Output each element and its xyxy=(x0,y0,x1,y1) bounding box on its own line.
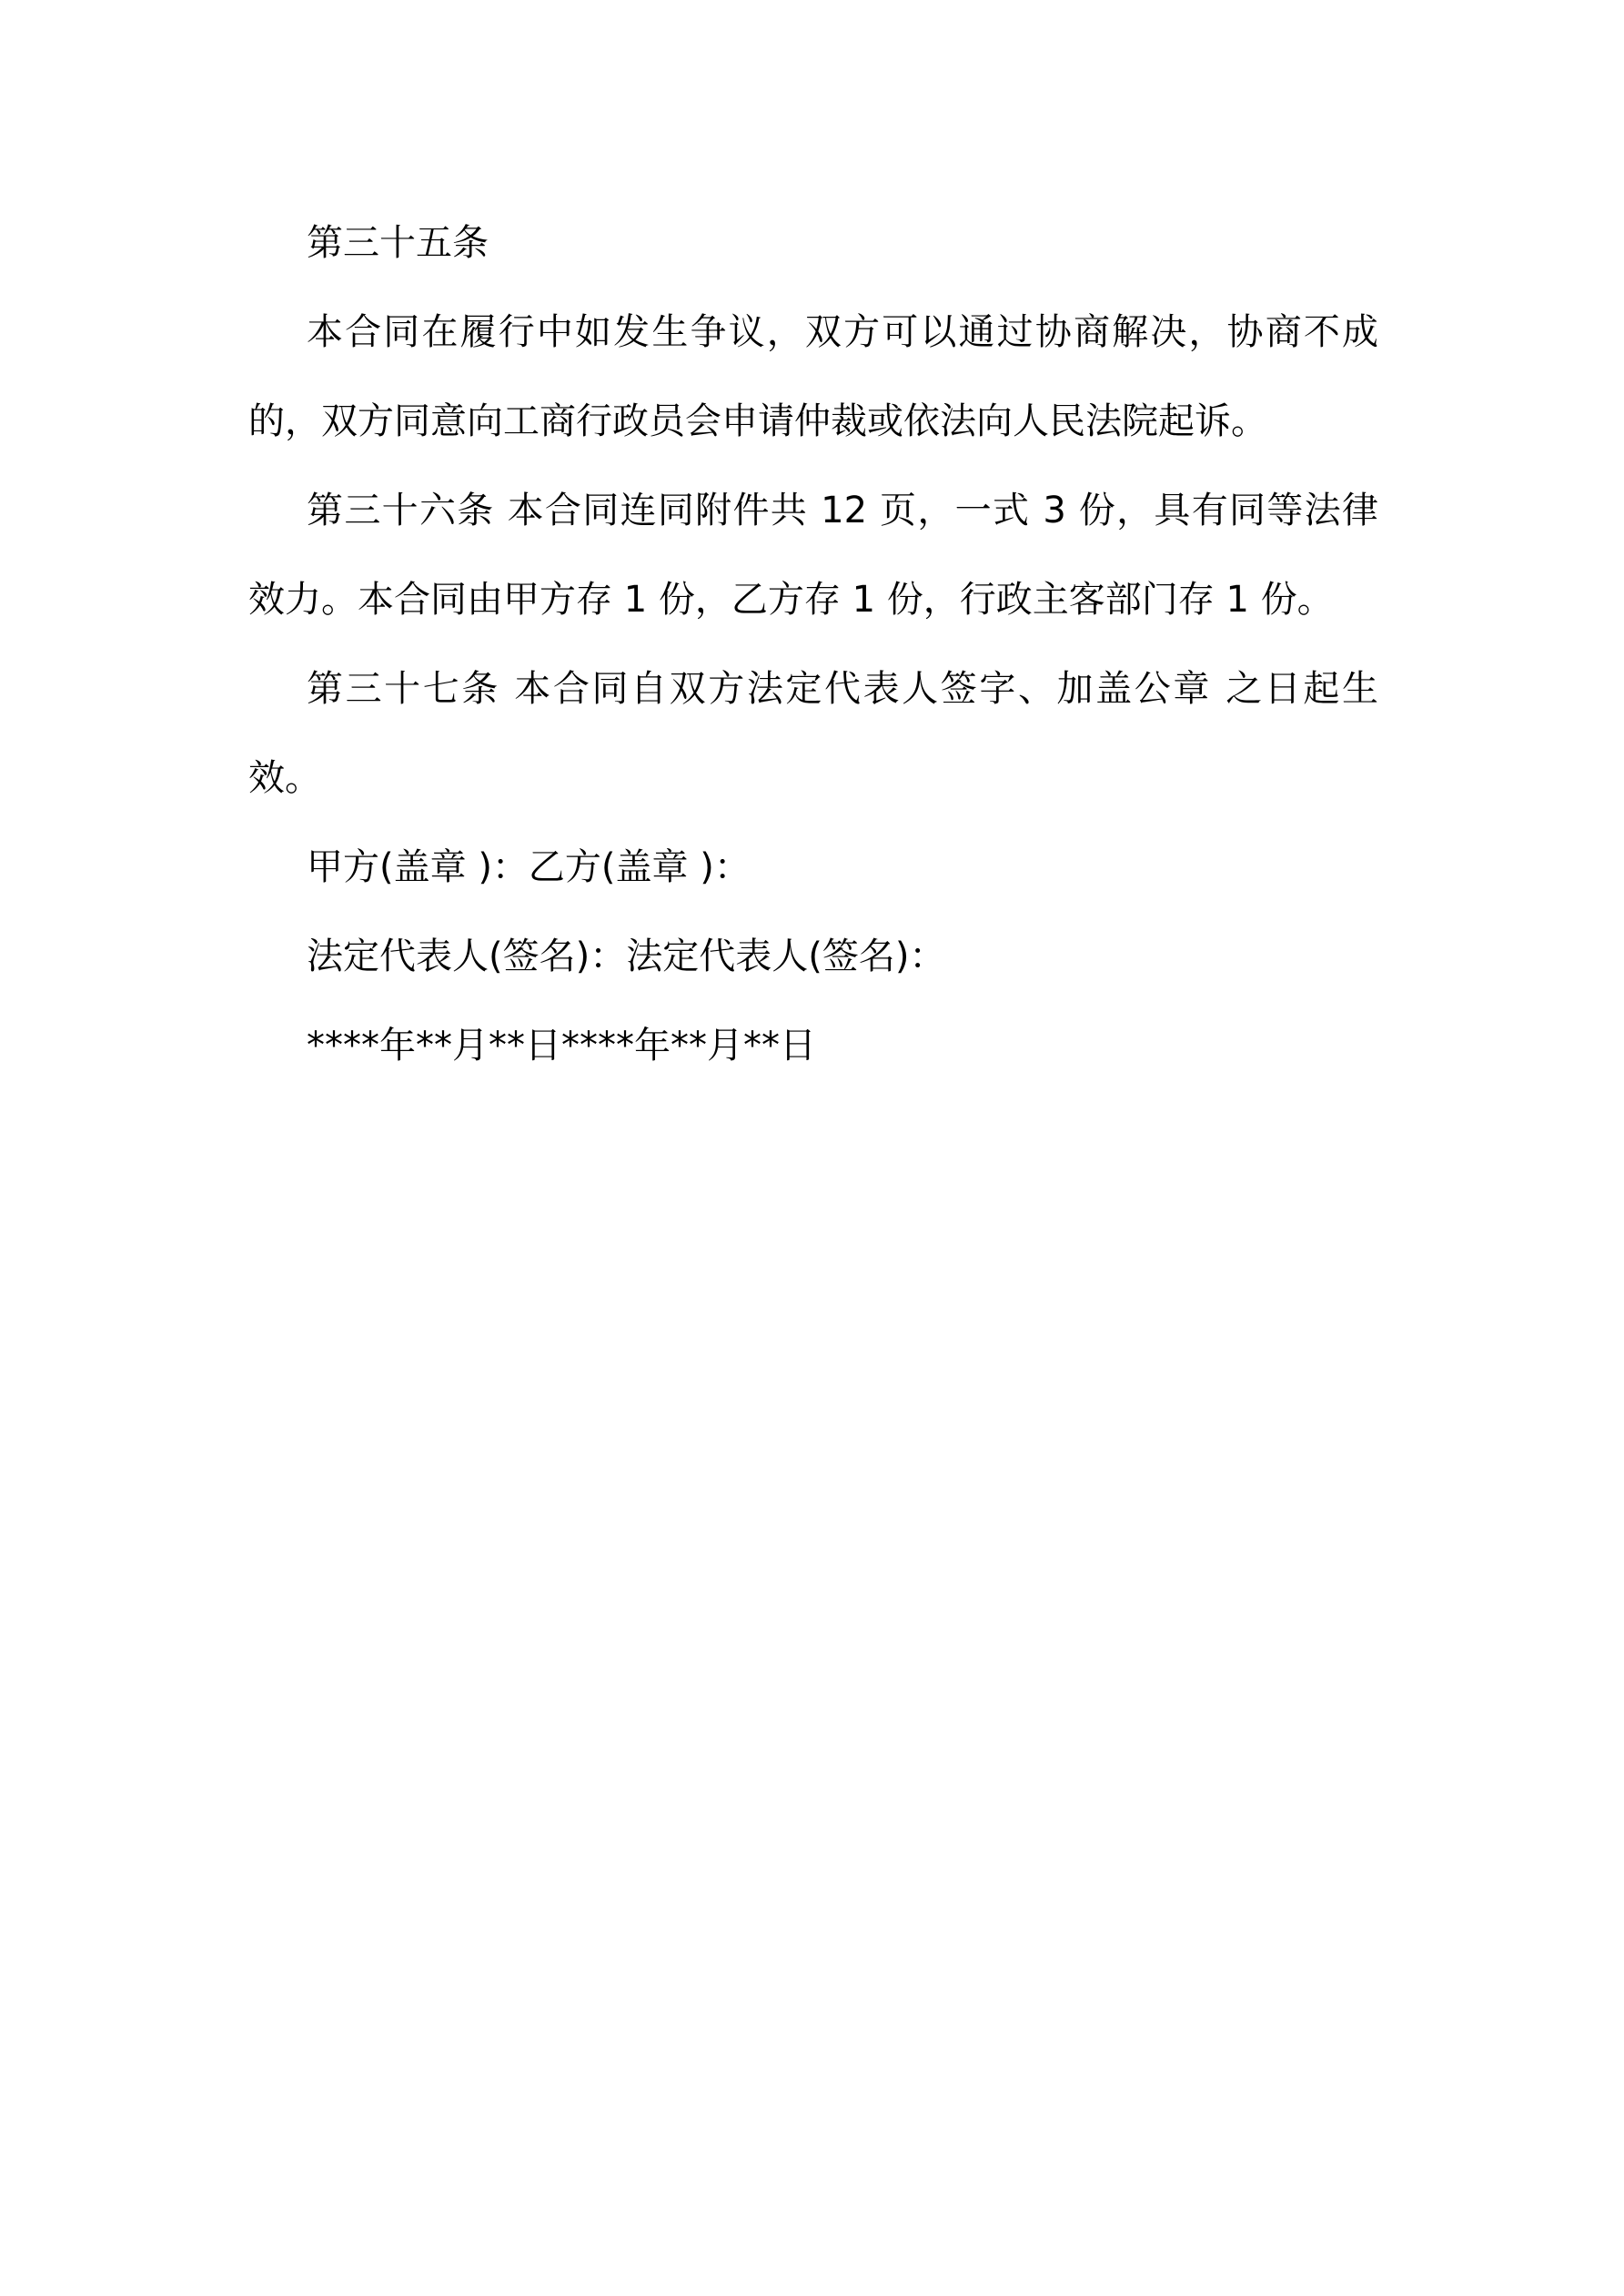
legal-representative-signature-line: 法定代表人(签名)：法定代表人(签名)： xyxy=(307,936,946,977)
article-37-paragraph: 第三十七条 本合同自双方法定代表人签字、加盖公章 之日起生效。 xyxy=(248,668,1378,799)
date-line: ****年**月**日****年**月**日 xyxy=(307,1025,816,1067)
article-35-heading: 第三十五条 xyxy=(307,222,489,264)
dispute-resolution-paragraph: 本合同在履行中如发生争议，双方可以通过协商解决，协商不成的，双方同意向工商行政员会申请仲裁或依法向人民法院起诉。 xyxy=(248,311,1378,442)
document-body xyxy=(248,198,1378,1090)
article-36-paragraph: 第三十六条 本合同连同附件共 12 页，一式 3 份，具有同等法律效力。本合同由甲方存 1 份，乙方存 1 份，行政主客部门存 1 份。 xyxy=(248,490,1378,621)
party-seal-line: 甲方(盖章 )：乙方(盖章 )： xyxy=(307,846,751,888)
